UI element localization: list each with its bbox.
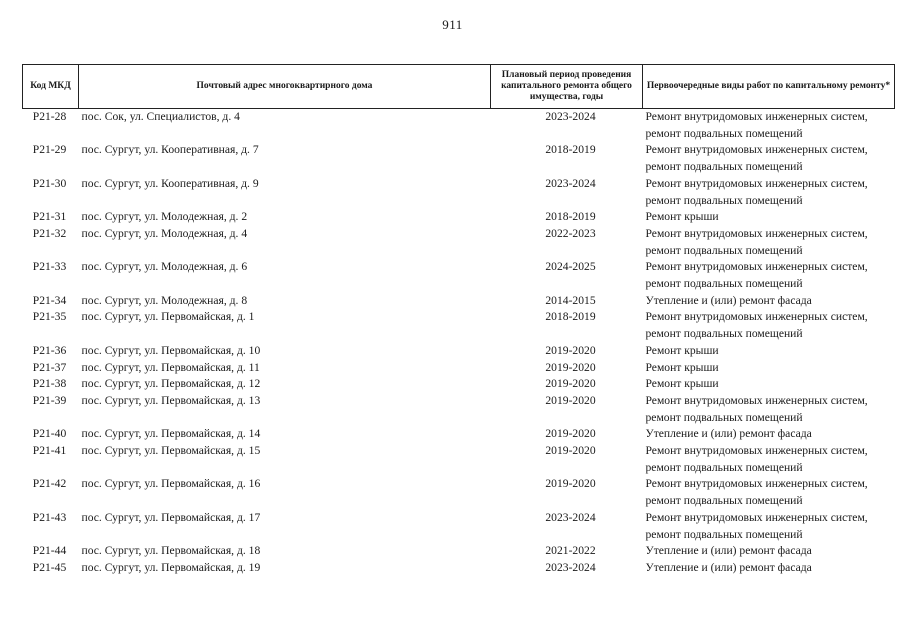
table-row — [23, 343, 895, 360]
work-line: Ремонт внутридомовых инженерных систем, — [645, 393, 868, 407]
cell-period: 2023-2024 — [545, 560, 596, 574]
cell-code: Р21-43 — [32, 510, 67, 524]
cell-period: 2014-2015 — [545, 293, 596, 307]
cell-code: Р21-33 — [32, 260, 67, 274]
table-row — [23, 293, 895, 310]
cell-period: 2023-2024 — [545, 176, 596, 190]
work-line: Утепление и (или) ремонт фасада — [645, 427, 812, 441]
cell-code: Р21-39 — [32, 393, 67, 407]
cell-code: Р21-40 — [32, 427, 67, 441]
cell-works — [643, 259, 895, 292]
table-header — [23, 65, 895, 109]
work-line: Ремонт внутридомовых инженерных систем, — [645, 477, 868, 491]
cell-address: пос. Сургут, ул. Первомайская, д. 17 — [81, 510, 261, 524]
work-line: Ремонт внутридомовых инженерных систем, — [645, 226, 868, 240]
cell-address: пос. Сургут, ул. Первомайская, д. 12 — [81, 377, 261, 391]
cell-works — [643, 393, 895, 426]
cell-code: Р21-36 — [32, 343, 67, 357]
table-row — [23, 560, 895, 577]
cell-period: 2019-2020 — [545, 343, 596, 357]
cell-code: Р21-42 — [32, 477, 67, 491]
header-works: Первоочередные виды работ по капитальному ремонту* — [643, 65, 895, 109]
cell-works — [643, 142, 895, 175]
work-line: Ремонт внутридомовых инженерных систем, — [645, 444, 868, 458]
cell-period: 2019-2020 — [545, 427, 596, 441]
cell-period: 2019-2020 — [545, 360, 596, 374]
work-line: Ремонт внутридомовых инженерных систем, — [645, 260, 868, 274]
cell-works — [643, 510, 895, 543]
table-row — [23, 142, 895, 175]
table-row — [23, 393, 895, 426]
cell-code: Р21-38 — [32, 377, 67, 391]
table-row — [23, 510, 895, 543]
work-line: Ремонт внутридомовых инженерных систем, — [645, 510, 868, 524]
cell-works — [643, 226, 895, 259]
table-row — [23, 226, 895, 259]
cell-period: 2023-2024 — [545, 510, 596, 524]
cell-works — [643, 426, 895, 443]
cell-period: 2024-2025 — [545, 260, 596, 274]
cell-works — [643, 209, 895, 226]
cell-works — [643, 376, 895, 393]
cell-period: 2023-2024 — [545, 110, 596, 123]
cell-address: пос. Сургут, ул. Молодежная, д. 8 — [81, 293, 248, 307]
cell-period: 2019-2020 — [545, 377, 596, 391]
work-line: ремонт подвальных помещений — [645, 243, 803, 257]
table-row — [23, 443, 895, 476]
cell-works — [643, 360, 895, 377]
cell-works — [643, 543, 895, 560]
table-row — [23, 426, 895, 443]
cell-address: пос. Сургут, ул. Первомайская, д. 13 — [81, 393, 261, 407]
cell-address: пос. Сургут, ул. Первомайская, д. 11 — [81, 360, 260, 374]
work-line: Ремонт внутридомовых инженерных систем, — [645, 310, 868, 324]
cell-period: 2018-2019 — [545, 210, 596, 224]
header-code: Код МКД — [23, 65, 79, 109]
cell-works — [643, 309, 895, 342]
cell-works — [643, 343, 895, 360]
cell-works — [643, 176, 895, 209]
table-row — [23, 259, 895, 292]
work-line: ремонт подвальных помещений — [645, 126, 803, 140]
work-line: Ремонт крыши — [645, 360, 719, 374]
cell-address: пос. Сургут, ул. Кооперативная, д. 9 — [81, 176, 259, 190]
table-body — [23, 109, 895, 577]
cell-address: пос. Сок, ул. Специалистов, д. 4 — [81, 110, 240, 123]
cell-code: Р21-30 — [32, 176, 67, 190]
cell-address: пос. Сургут, ул. Кооперативная, д. 7 — [81, 143, 259, 157]
table-row — [23, 109, 895, 143]
cell-works — [643, 293, 895, 310]
work-line: Ремонт внутридомовых инженерных систем, — [645, 176, 868, 190]
cell-address: пос. Сургут, ул. Первомайская, д. 1 — [81, 310, 255, 324]
table-row — [23, 176, 895, 209]
cell-code: Р21-35 — [32, 310, 67, 324]
cell-period: 2018-2019 — [545, 310, 596, 324]
work-line: ремонт подвальных помещений — [645, 327, 803, 341]
cell-code: Р21-41 — [32, 444, 67, 458]
work-line: Ремонт крыши — [645, 210, 719, 224]
work-line: Ремонт крыши — [645, 377, 719, 391]
cell-address: пос. Сургут, ул. Молодежная, д. 2 — [81, 210, 248, 224]
cell-period: 2019-2020 — [545, 393, 596, 407]
work-line: ремонт подвальных помещений — [645, 494, 803, 508]
table-row — [23, 209, 895, 226]
cell-address: пос. Сургут, ул. Первомайская, д. 15 — [81, 444, 261, 458]
cell-period: 2019-2020 — [545, 444, 596, 458]
cell-address: пос. Сургут, ул. Первомайская, д. 19 — [81, 560, 261, 574]
work-line: Утепление и (или) ремонт фасада — [645, 560, 812, 574]
work-line: Ремонт внутридомовых инженерных систем, — [645, 143, 868, 157]
table-row — [23, 309, 895, 342]
table-row — [23, 476, 895, 509]
cell-address: пос. Сургут, ул. Молодежная, д. 4 — [81, 226, 248, 240]
work-line: Утепление и (или) ремонт фасада — [645, 544, 812, 558]
cell-works — [643, 109, 895, 143]
cell-code: Р21-37 — [32, 360, 67, 374]
cell-code: Р21-29 — [32, 143, 67, 157]
table-row — [23, 376, 895, 393]
work-line: Утепление и (или) ремонт фасада — [645, 293, 812, 307]
cell-address: пос. Сургут, ул. Первомайская, д. 16 — [81, 477, 261, 491]
work-line: ремонт подвальных помещений — [645, 460, 803, 474]
cell-code: Р21-31 — [32, 210, 67, 224]
cell-works — [643, 443, 895, 476]
header-period: Плановый период проведения капитального ремонта общего имущества, годы — [491, 65, 643, 109]
cell-code: Р21-32 — [32, 226, 67, 240]
work-line: ремонт подвальных помещений — [645, 277, 803, 291]
work-line: ремонт подвальных помещений — [645, 410, 803, 424]
cell-period: 2018-2019 — [545, 143, 596, 157]
work-line: Ремонт внутридомовых инженерных систем, — [645, 110, 868, 123]
cell-period: 2019-2020 — [545, 477, 596, 491]
repair-schedule-table — [22, 64, 895, 577]
table-row — [23, 360, 895, 377]
cell-address: пос. Сургут, ул. Первомайская, д. 10 — [81, 343, 261, 357]
work-line: ремонт подвальных помещений — [645, 527, 803, 541]
cell-code: Р21-28 — [32, 110, 67, 123]
cell-code: Р21-44 — [32, 544, 67, 558]
cell-code: Р21-45 — [32, 560, 67, 574]
cell-code: Р21-34 — [32, 293, 67, 307]
header-address: Почтовый адрес многоквартирного дома — [79, 65, 491, 109]
cell-address: пос. Сургут, ул. Первомайская, д. 18 — [81, 544, 261, 558]
work-line: ремонт подвальных помещений — [645, 193, 803, 207]
cell-address: пос. Сургут, ул. Молодежная, д. 6 — [81, 260, 248, 274]
cell-works — [643, 560, 895, 577]
cell-period: 2022-2023 — [545, 226, 596, 240]
cell-address: пос. Сургут, ул. Первомайская, д. 14 — [81, 427, 261, 441]
cell-works — [643, 476, 895, 509]
table-row — [23, 543, 895, 560]
cell-period: 2021-2022 — [545, 544, 596, 558]
work-line: ремонт подвальных помещений — [645, 160, 803, 174]
work-line: Ремонт крыши — [645, 343, 719, 357]
page-number: 911 — [442, 17, 463, 32]
